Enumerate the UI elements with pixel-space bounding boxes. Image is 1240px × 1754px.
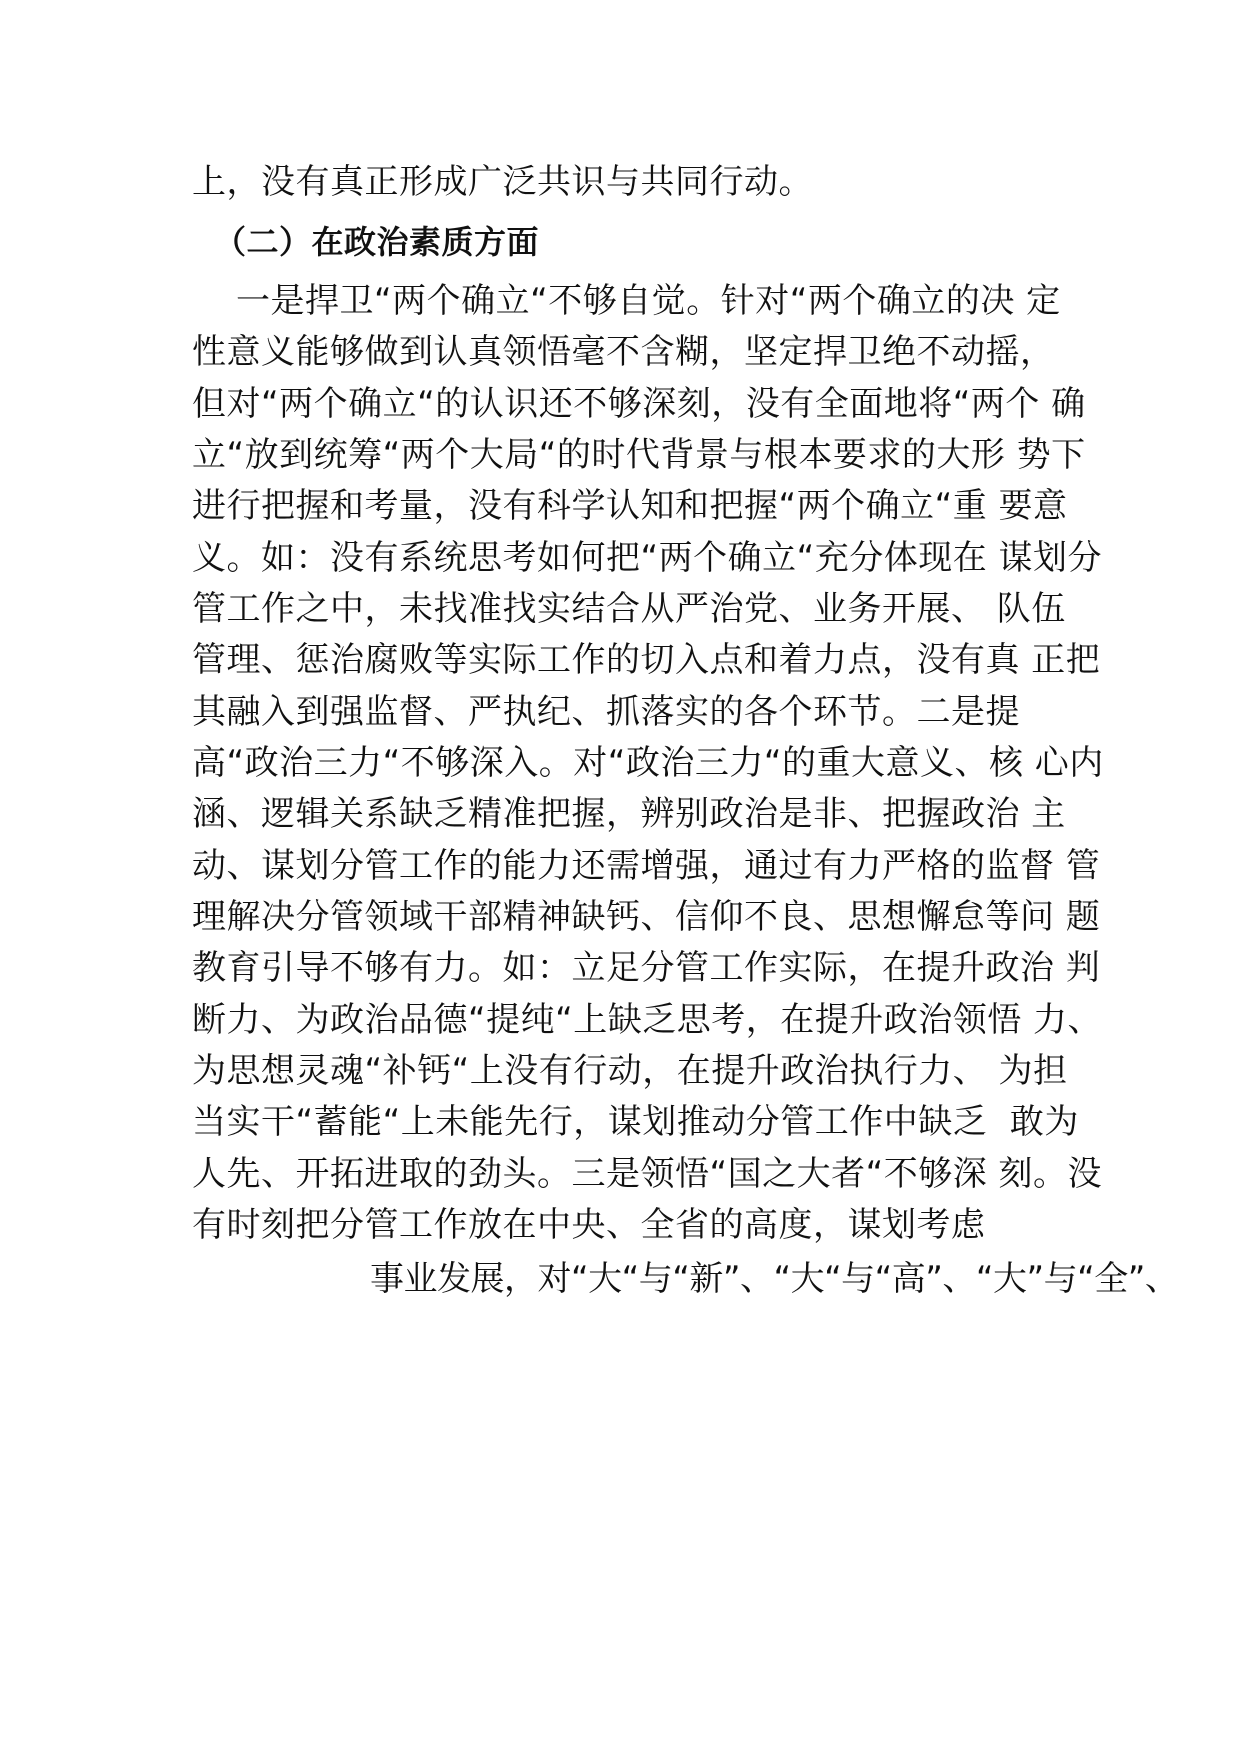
body-line: 教育引导不够有力。如：立足分管工作实际，在提升政治 判 — [192, 948, 1101, 988]
body-line: 但对“两个确立“的认识还不够深刻，没有全面地将“两个 确 — [192, 384, 1086, 424]
body-line: 当实干“蓄能“上未能先行，谋划推动分管工作中缺乏 敢为 — [192, 1102, 1079, 1142]
body-line: 进行把握和考量，没有科学认知和把握“两个确立“重 要意 — [192, 486, 1068, 526]
body-line: 理解决分管领域干部精神缺钙、信仰不良、思想懈怠等问 题 — [192, 897, 1101, 937]
body-line: 一是捍卫“两个确立“不够自觉。针对“两个确立的决 定 — [236, 281, 1061, 321]
body-line: 高“政治三力“不够深入。对“政治三力“的重大意义、核 心内 — [192, 743, 1104, 783]
body-line: 立“放到统筹“两个大局“的时代背景与根本要求的大形 势下 — [192, 435, 1086, 475]
continuation-line: 上，没有真正形成广泛共识与共同行动。 — [192, 162, 813, 202]
body-line: 有时刻把分管工作放在中央、全省的高度，谋划考虑 — [192, 1205, 986, 1245]
body-line: 人先、开拓进取的劲头。三是领悟“国之大者“不够深 刻。没 — [192, 1154, 1103, 1194]
body-line: 其融入到强监督、严执纪、抓落实的各个环节。二是提 — [192, 692, 1020, 732]
body-line: 涵、逻辑关系缺乏精准把握，辨别政治是非、把握政治 主 — [192, 794, 1066, 834]
body-line: 管理、惩治腐败等实际工作的切入点和着力点，没有真 正把 — [192, 640, 1101, 680]
body-line: 性意义能够做到认真领悟毫不含糊，坚定捍卫绝不动摇， — [192, 332, 1055, 372]
body-line: 为思想灵魂“补钙“上没有行动，在提升政治执行力、 为担 — [192, 1051, 1068, 1091]
body-line: 断力、为政治品德“提纯“上缺乏思考，在提升政治领悟 力、 — [192, 1000, 1103, 1040]
body-line: 动、谋划分管工作的能力还需增强，通过有力严格的监督 管 — [192, 846, 1101, 886]
tail-line: 事业发展，对“大“与“新”、“大“与“高”、“大”与“全”、 — [370, 1259, 1179, 1299]
body-line: 义。如：没有系统思考如何把“两个确立“充分体现在 谋划分 — [192, 538, 1103, 578]
section-heading: （二）在政治素质方面 — [214, 223, 540, 261]
body-line: 管工作之中，未找准找实结合从严治党、业务开展、 队伍 — [192, 589, 1066, 629]
